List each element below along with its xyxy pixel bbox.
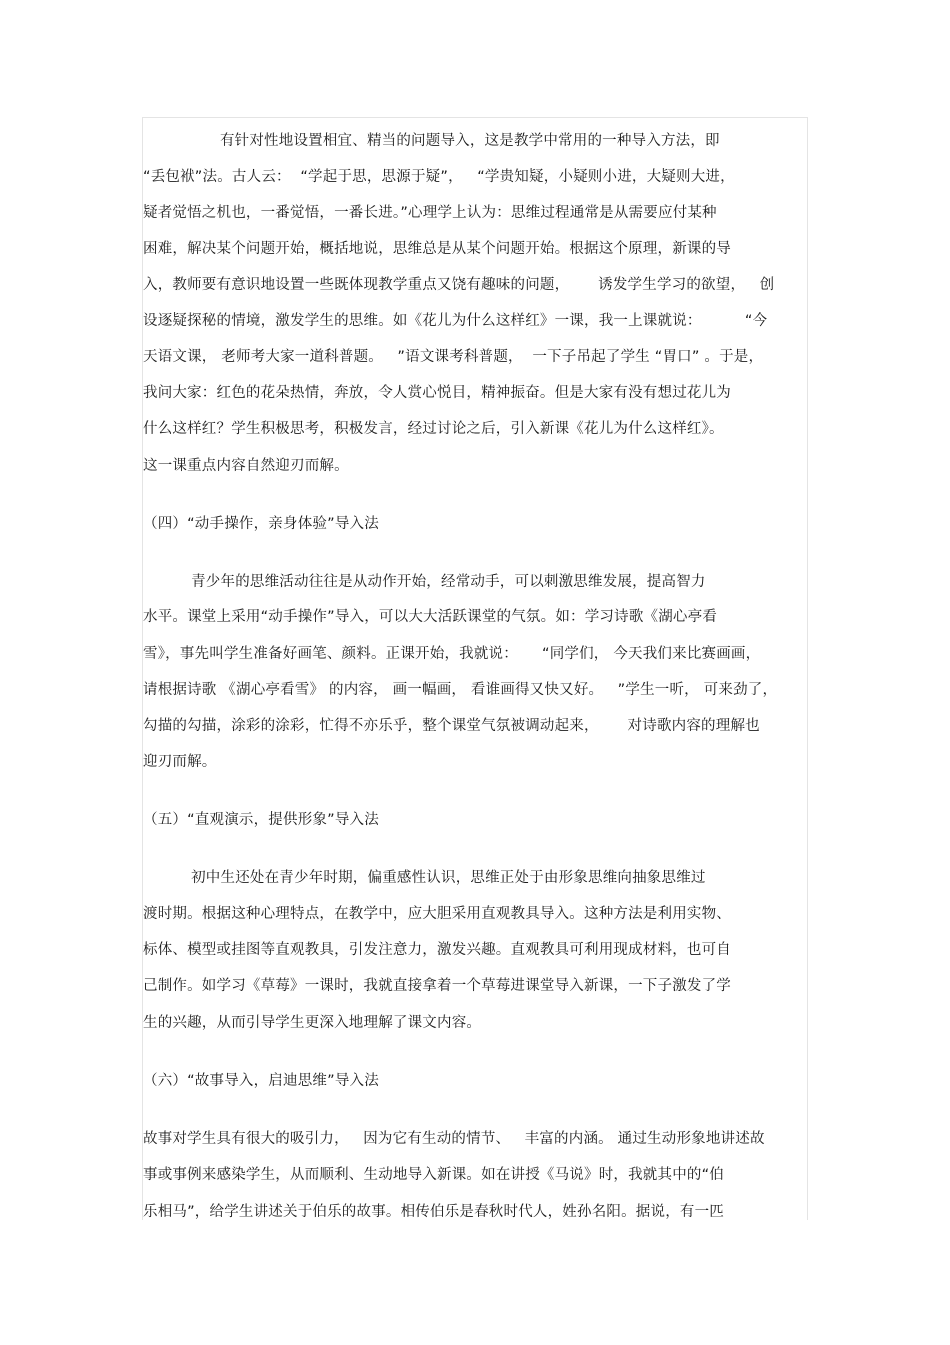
paragraph-line: 有针对性地设置相宜、精当的问题导入，这是教学中常用的一种导入方法，即: [143, 133, 720, 149]
paragraph-line: 乐相马”，给学生讲述关于伯乐的故事。相传伯乐是春秋时代人，姓孙名阳。据说，有一匹: [143, 1204, 725, 1220]
paragraph-line: 迎刃而解。: [143, 754, 217, 770]
paragraph-line: 生的兴趣，从而引导学生更深入地理解了课文内容。: [143, 1015, 482, 1031]
paragraph-line: 困难，解决某个问题开始，概括地说，思维总是从某个问题开始。根据这个原理，新课的导: [143, 241, 731, 257]
paragraph-line: 水平。课堂上采用“动手操作”导入，可以大大活跃课堂的气氛。如：学习诗歌《湖心亭看: [143, 609, 718, 625]
paragraph-line: 渡时期。根据这种心理特点，在教学中，应大胆采用直观教具导入。这种方法是利用实物、: [143, 906, 731, 922]
paragraph-line: 设逐疑探秘的情境，激发学生的思维。如《花儿为什么这样红》一课，我一上课就说： “今: [143, 313, 768, 329]
paragraph-line: 雪》，事先叫学生准备好画笔、颜料。正课开始，我就说： “同学们， 今天我们来比赛画画，: [143, 646, 761, 662]
paragraph-line: 请根据诗歌 《湖心亭看雪》 的内容， 画一幅画， 看谁画得又快又好。 ”学生一听， 可来劲了，: [143, 682, 778, 698]
paragraph-line: 故事对学生具有很大的吸引力， 因为它有生动的情节、 丰富的内涵。 通过生动形象地讲述故: [143, 1131, 765, 1147]
paragraph-line: 勾描的勾描，涂彩的涂彩，忙得不亦乐乎，整个课堂气氛被调动起来， 对诗歌内容的理解也: [143, 718, 760, 734]
paragraph-line: 初中生还处在青少年时期，偏重感性认识，思维正处于由形象思维向抽象思维过: [143, 870, 706, 886]
paragraph-line: 己制作。如学习《草莓》一课时，我就直接拿着一个草莓进课堂导入新课，一下子激发了学: [143, 978, 731, 994]
paragraph-line: 青少年的思维活动往往是从动作开始，经常动手，可以刺激思维发展，提高智力: [143, 574, 706, 590]
paragraph-line: 天语文课， 老师考大家一道科普题。 ”语文课考科普题， 一下子吊起了学生 “胃口” 。于是，: [143, 349, 764, 365]
paragraph-line: 事或事例来感染学生，从而顺利、生动地导入新课。如在讲授《马说》时，我就其中的“伯: [143, 1167, 725, 1183]
section-heading: （五）“直观演示，提供形象”导入法: [143, 812, 379, 828]
paragraph-line: 我问大家：红色的花朵热情，奔放，令人赏心悦目，精神振奋。但是大家有没有想过花儿为: [143, 385, 731, 401]
paragraph-line: “丢包袱”法。古人云： “学起于思，思源于疑”， “学贵知疑，小疑则小进，大疑则大进，: [143, 169, 735, 185]
section-heading: （六）“故事导入，启迪思维”导入法: [143, 1073, 379, 1089]
section-heading: （四）“动手操作，亲身体验”导入法: [143, 516, 379, 532]
paragraph-line: 这一课重点内容自然迎刃而解。: [143, 458, 349, 474]
paragraph-line: 入，教师要有意识地设置一些既体现教学重点又饶有趣味的问题， 诱发学生学习的欲望， 创: [143, 277, 775, 293]
paragraph-line: 标体、模型或挂图等直观教具，引发注意力，激发兴趣。直观教具可利用现成材料，也可自: [143, 942, 731, 958]
paragraph-line: 疑者觉悟之机也，一番觉悟，一番长进。”心理学上认为：思维过程通常是从需要应付某种: [143, 205, 717, 221]
paragraph-line: 什么这样红？学生积极思考，积极发言，经过讨论之后，引入新课《花儿为什么这样红》。: [143, 421, 724, 437]
